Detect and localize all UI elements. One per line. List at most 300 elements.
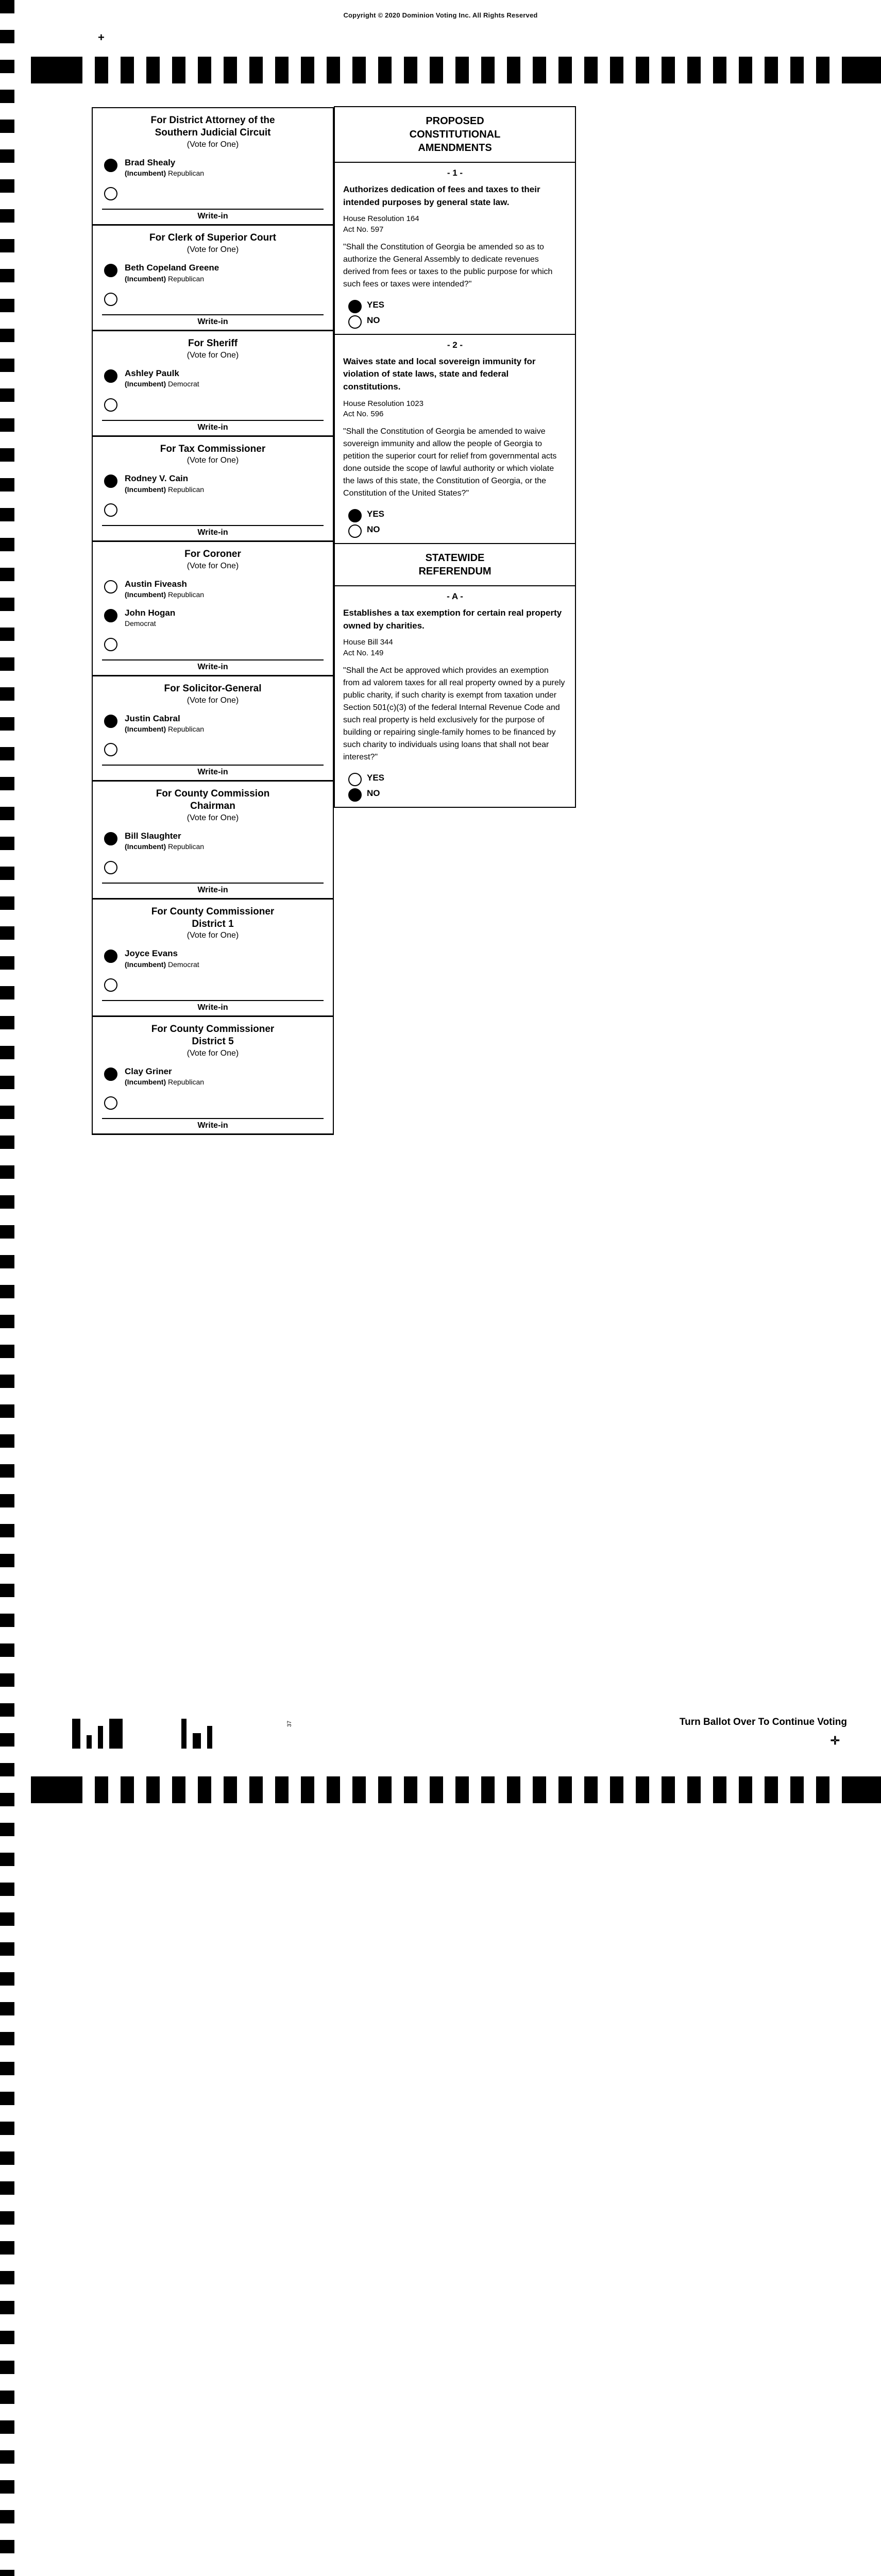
timing-mark xyxy=(0,2510,14,2523)
vote-oval[interactable] xyxy=(104,369,117,383)
timing-mark-gap xyxy=(289,57,301,83)
timing-mark-gap xyxy=(726,57,739,83)
incumbent-label: (Incumbent) xyxy=(125,960,166,969)
question-option[interactable] xyxy=(335,771,575,786)
candidate-party: (Incumbent) Democrat xyxy=(125,960,199,969)
timing-mark-gap xyxy=(263,57,275,83)
timing-mark xyxy=(790,1776,804,1803)
question-number: - 2 - xyxy=(335,334,575,354)
question-text: "Shall the Constitution of Georgia be amended to waive sovereign immunity and allow the people of Georgia to petition the superior court for relief from governmental acts done outside the scope of lawful authority or which violate the laws of this state, the Constitution of Georgia, or the Constitution of the United States?" xyxy=(343,427,557,498)
timing-mark xyxy=(172,57,185,83)
timing-mark-gap xyxy=(469,1776,481,1803)
timing-mark xyxy=(198,1776,211,1803)
write-in-option[interactable] xyxy=(93,394,333,420)
vote-oval[interactable] xyxy=(104,638,117,651)
barcode-bar xyxy=(72,1719,80,1749)
question-choices xyxy=(335,769,575,807)
timing-mark xyxy=(0,986,14,999)
write-in-option[interactable] xyxy=(93,289,333,314)
timing-mark xyxy=(0,1375,14,1388)
timing-mark xyxy=(0,1225,14,1239)
timing-mark-block xyxy=(31,57,82,83)
vote-oval[interactable] xyxy=(104,503,117,517)
timing-mark xyxy=(0,2062,14,2075)
candidate-option[interactable] xyxy=(93,1063,333,1092)
timing-mark xyxy=(0,538,14,551)
timing-mark-gap xyxy=(108,57,121,83)
timing-mark xyxy=(224,57,237,83)
vote-oval[interactable] xyxy=(104,159,117,172)
timing-mark xyxy=(0,448,14,462)
timing-mark xyxy=(172,1776,185,1803)
candidate-option[interactable] xyxy=(93,828,333,857)
question-reference: House Resolution 164 Act No. 597 xyxy=(343,214,419,234)
timing-mark xyxy=(249,1776,263,1803)
timing-mark xyxy=(687,57,701,83)
candidate-party: (Incumbent) Republican xyxy=(125,842,205,851)
timing-mark xyxy=(713,57,726,83)
timing-mark xyxy=(378,57,392,83)
candidate-option[interactable] xyxy=(93,576,333,605)
incumbent-label: (Incumbent) xyxy=(125,590,166,599)
barcode-bar xyxy=(193,1733,201,1749)
vote-oval[interactable] xyxy=(104,1067,117,1081)
timing-mark xyxy=(0,1942,14,1956)
timing-mark-gap xyxy=(185,1776,198,1803)
registration-cross-mark: ✛ xyxy=(830,1734,840,1747)
write-in-option[interactable] xyxy=(93,739,333,765)
write-in-label: Write-in xyxy=(102,525,324,537)
timing-mark xyxy=(301,1776,314,1803)
timing-mark xyxy=(0,1106,14,1119)
contest-title: For Tax Commissioner xyxy=(160,443,266,454)
timing-mark-gap xyxy=(82,1776,95,1803)
timing-mark-block xyxy=(842,1776,881,1803)
question-option[interactable] xyxy=(335,522,575,538)
registration-plus-mark: + xyxy=(98,31,105,44)
vote-oval[interactable] xyxy=(348,788,362,802)
candidate-party: Democrat xyxy=(125,619,156,628)
timing-mark xyxy=(0,2420,14,2434)
timing-mark xyxy=(0,2032,14,2045)
timing-mark-gap xyxy=(134,1776,146,1803)
timing-mark-gap xyxy=(417,57,430,83)
timing-mark-gap xyxy=(701,57,713,83)
timing-mark xyxy=(0,2450,14,2464)
timing-mark-gap xyxy=(649,1776,662,1803)
timing-mark xyxy=(0,628,14,641)
candidate-option[interactable] xyxy=(93,365,333,394)
vote-oval[interactable] xyxy=(104,398,117,412)
timing-mark xyxy=(0,478,14,492)
timing-mark xyxy=(404,1776,417,1803)
timing-mark xyxy=(0,1464,14,1478)
question-option-label: NO xyxy=(367,315,380,325)
write-in-option[interactable] xyxy=(93,857,333,883)
write-in-space[interactable] xyxy=(125,292,328,305)
timing-mark xyxy=(0,2361,14,2374)
barcode-bar xyxy=(98,1726,103,1749)
write-in-option[interactable] xyxy=(93,183,333,209)
timing-mark-gap xyxy=(752,1776,765,1803)
question-option[interactable] xyxy=(335,298,575,313)
barcode-bar xyxy=(87,1735,92,1749)
timing-marks-bottom xyxy=(31,1776,881,1803)
candidate-name: Brad Shealy xyxy=(125,157,176,167)
timing-mark xyxy=(0,1703,14,1717)
candidate-name: Clay Griner xyxy=(125,1066,172,1076)
timing-mark xyxy=(0,598,14,611)
timing-mark xyxy=(0,2151,14,2165)
write-in-label: Write-in xyxy=(102,209,324,221)
timing-mark xyxy=(0,299,14,312)
timing-mark-gap xyxy=(804,57,816,83)
contest-box xyxy=(92,541,334,676)
timing-mark xyxy=(0,1554,14,1567)
write-in-space[interactable] xyxy=(125,860,328,873)
timing-mark xyxy=(0,1136,14,1149)
timing-mark xyxy=(0,179,14,193)
timing-mark xyxy=(0,568,14,581)
incumbent-label: (Incumbent) xyxy=(125,380,166,388)
contest-instruction: (Vote for One) xyxy=(187,245,239,255)
candidate-party: (Incumbent) Republican xyxy=(125,724,205,733)
timing-mark-gap xyxy=(572,1776,584,1803)
timing-mark xyxy=(352,57,366,83)
contest-box xyxy=(92,675,334,782)
timing-mark-gap xyxy=(443,57,455,83)
write-in-space[interactable] xyxy=(125,397,328,411)
timing-mark-gap xyxy=(520,1776,533,1803)
candidate-party: (Incumbent) Republican xyxy=(125,274,205,283)
candidate-option[interactable] xyxy=(93,155,333,183)
ballot-barcode xyxy=(72,1716,218,1749)
timing-mark xyxy=(146,57,160,83)
timing-mark xyxy=(0,1733,14,1747)
question-number: - 1 - xyxy=(335,162,575,182)
timing-mark xyxy=(0,1614,14,1627)
timing-mark-gap xyxy=(752,57,765,83)
vote-oval[interactable] xyxy=(348,773,362,786)
incumbent-label: (Incumbent) xyxy=(125,724,166,733)
candidate-option[interactable] xyxy=(93,605,333,634)
incumbent-label: (Incumbent) xyxy=(125,485,166,494)
timing-mark xyxy=(662,57,675,83)
write-in-label: Write-in xyxy=(102,659,324,672)
timing-mark xyxy=(378,1776,392,1803)
timing-mark xyxy=(790,57,804,83)
write-in-option[interactable] xyxy=(93,499,333,525)
timing-mark xyxy=(0,209,14,223)
candidate-option[interactable] xyxy=(93,710,333,739)
timing-mark xyxy=(0,747,14,760)
vote-oval[interactable] xyxy=(104,264,117,277)
timing-mark-gap xyxy=(108,1776,121,1803)
contest-title: For Sheriff xyxy=(188,338,238,349)
timing-mark-gap xyxy=(263,1776,275,1803)
timing-mark-gap xyxy=(726,1776,739,1803)
timing-mark-gap xyxy=(417,1776,430,1803)
timing-mark xyxy=(0,2181,14,2195)
candidate-option[interactable] xyxy=(93,945,333,974)
incumbent-label: (Incumbent) xyxy=(125,1078,166,1087)
vote-oval[interactable] xyxy=(104,1096,117,1110)
write-in-space[interactable] xyxy=(125,977,328,991)
contest-title: For Clerk of Superior Court xyxy=(149,232,276,244)
timing-mark xyxy=(95,1776,108,1803)
timing-mark xyxy=(0,1404,14,1418)
vote-oval[interactable] xyxy=(104,187,117,200)
candidate-name: Rodney V. Cain xyxy=(125,473,189,484)
timing-mark xyxy=(275,1776,289,1803)
contest-instruction: (Vote for One) xyxy=(187,931,239,940)
timing-mark xyxy=(687,1776,701,1803)
question-summary: Authorizes dedication of fees and taxes to their intended purposes by general state law. xyxy=(343,184,540,207)
timing-mark xyxy=(0,867,14,880)
timing-mark xyxy=(0,1673,14,1687)
timing-mark-gap xyxy=(495,57,507,83)
vote-oval[interactable] xyxy=(104,743,117,756)
timing-marks-left xyxy=(0,0,14,1627)
vote-oval[interactable] xyxy=(348,524,362,538)
timing-mark xyxy=(584,1776,598,1803)
candidate-party: (Incumbent) Democrat xyxy=(125,380,199,388)
write-in-option[interactable] xyxy=(93,1092,333,1118)
timing-mark xyxy=(0,329,14,342)
vote-oval[interactable] xyxy=(104,293,117,306)
timing-mark-gap xyxy=(623,57,636,83)
write-in-label: Write-in xyxy=(102,765,324,777)
question-option-label: NO xyxy=(367,524,380,535)
question-option[interactable] xyxy=(335,786,575,802)
vote-oval[interactable] xyxy=(104,950,117,963)
candidate-name: Joyce Evans xyxy=(125,948,178,959)
contest-instruction: (Vote for One) xyxy=(187,456,239,465)
vote-oval[interactable] xyxy=(348,300,362,313)
vote-oval[interactable] xyxy=(104,978,117,992)
timing-mark xyxy=(404,57,417,83)
contest-title: For County Commissioner District 1 xyxy=(151,906,275,929)
timing-mark-gap xyxy=(237,1776,249,1803)
question-section-heading: STATEWIDE REFERENDUM xyxy=(418,552,492,578)
candidate-name: Austin Fiveash xyxy=(125,579,187,589)
write-in-space[interactable] xyxy=(125,186,328,199)
timing-mark xyxy=(0,1345,14,1358)
timing-mark-gap xyxy=(340,1776,352,1803)
barcode-bar xyxy=(109,1719,123,1749)
vote-oval[interactable] xyxy=(104,609,117,622)
contest-title: For County Commissioner District 5 xyxy=(151,1024,275,1047)
timing-mark xyxy=(0,388,14,402)
timing-mark xyxy=(327,1776,340,1803)
vote-oval[interactable] xyxy=(348,315,362,329)
write-in-space[interactable] xyxy=(125,637,328,650)
timing-mark-gap xyxy=(82,57,95,83)
timing-mark-gap xyxy=(237,57,249,83)
question-number: - A - xyxy=(335,585,575,606)
write-in-space[interactable] xyxy=(125,1095,328,1109)
incumbent-label: (Incumbent) xyxy=(125,168,166,177)
contest-box xyxy=(92,107,334,226)
vote-oval[interactable] xyxy=(104,474,117,488)
contest-instruction: (Vote for One) xyxy=(187,140,239,149)
timing-mark-gap xyxy=(366,1776,378,1803)
incumbent-label: (Incumbent) xyxy=(125,274,166,283)
timing-mark xyxy=(0,657,14,671)
timing-mark xyxy=(0,2211,14,2225)
write-in-label: Write-in xyxy=(102,420,324,432)
timing-mark xyxy=(0,1793,14,1806)
candidate-option[interactable] xyxy=(93,470,333,499)
timing-mark xyxy=(0,2570,14,2576)
candidate-name: John Hogan xyxy=(125,607,176,618)
timing-mark xyxy=(455,57,469,83)
timing-mark xyxy=(481,57,495,83)
question-option-label: YES xyxy=(367,509,385,519)
timing-mark xyxy=(713,1776,726,1803)
timing-mark xyxy=(558,57,572,83)
contest-box xyxy=(92,781,334,899)
vote-oval[interactable] xyxy=(104,861,117,874)
timing-mark xyxy=(0,30,14,43)
timing-mark xyxy=(0,90,14,103)
timing-mark-gap xyxy=(160,57,172,83)
timing-mark xyxy=(0,2002,14,2015)
timing-mark-block xyxy=(842,57,881,83)
contest-box xyxy=(92,1016,334,1134)
timing-mark xyxy=(0,1255,14,1268)
contest-title: For Solicitor-General xyxy=(164,683,262,694)
timing-mark xyxy=(0,1315,14,1328)
question-text: "Shall the Constitution of Georgia be amended so as to authorize the General Assembly to dedicate revenues derived from fees or taxes to the public purpose for which such fees or taxes were intended?" xyxy=(343,242,553,289)
timing-mark-gap xyxy=(598,57,610,83)
question-choices xyxy=(335,296,575,334)
vote-oval[interactable] xyxy=(104,715,117,728)
timing-mark-gap xyxy=(546,1776,558,1803)
timing-mark xyxy=(224,1776,237,1803)
contest-instruction: (Vote for One) xyxy=(187,813,239,822)
timing-mark xyxy=(507,57,520,83)
candidate-party: (Incumbent) Republican xyxy=(125,485,205,494)
question-section-heading: PROPOSED CONSTITUTIONAL AMENDMENTS xyxy=(409,115,501,154)
candidate-option[interactable] xyxy=(93,260,333,289)
timing-mark-gap xyxy=(314,1776,327,1803)
timing-mark-gap xyxy=(469,57,481,83)
timing-mark-gap xyxy=(134,57,146,83)
timing-mark xyxy=(0,1823,14,1836)
write-in-option[interactable] xyxy=(93,634,333,659)
timing-mark-gap xyxy=(778,57,790,83)
timing-mark xyxy=(816,1776,829,1803)
timing-mark xyxy=(739,57,752,83)
candidate-name: Justin Cabral xyxy=(125,713,180,723)
timing-mark xyxy=(0,2241,14,2255)
timing-mark-gap xyxy=(211,57,224,83)
timing-mark xyxy=(352,1776,366,1803)
timing-mark xyxy=(558,1776,572,1803)
timing-mark xyxy=(0,1046,14,1059)
question-option[interactable] xyxy=(335,313,575,329)
timing-mark-gap xyxy=(649,57,662,83)
timing-mark-gap xyxy=(392,1776,404,1803)
timing-mark xyxy=(198,57,211,83)
timing-mark xyxy=(0,120,14,133)
timing-mark-gap xyxy=(675,1776,687,1803)
write-in-space[interactable] xyxy=(125,502,328,516)
contest-column xyxy=(92,107,334,1135)
timing-mark xyxy=(455,1776,469,1803)
candidate-party: (Incumbent) Republican xyxy=(125,1078,205,1087)
timing-mark xyxy=(0,1195,14,1209)
timing-marks-top xyxy=(31,57,881,83)
timing-mark xyxy=(0,1494,14,1507)
candidate-party: (Incumbent) Republican xyxy=(125,168,205,177)
timing-mark xyxy=(0,777,14,790)
timing-mark xyxy=(0,717,14,731)
timing-mark xyxy=(610,57,623,83)
question-choices xyxy=(335,505,575,543)
timing-mark xyxy=(533,57,546,83)
vote-oval[interactable] xyxy=(104,832,117,845)
timing-mark xyxy=(481,1776,495,1803)
contest-instruction: (Vote for One) xyxy=(187,1048,239,1058)
timing-mark xyxy=(0,2480,14,2494)
question-reference: House Bill 344 Act No. 149 xyxy=(343,638,393,657)
timing-mark xyxy=(0,1016,14,1029)
timing-mark xyxy=(0,508,14,521)
timing-mark xyxy=(146,1776,160,1803)
timing-mark xyxy=(0,149,14,163)
candidate-name: Bill Slaughter xyxy=(125,831,181,841)
timing-mark xyxy=(0,1076,14,1089)
question-summary: Waives state and local sovereign immunity for violation of state laws, state and federal constitutions. xyxy=(343,356,536,392)
timing-mark xyxy=(0,956,14,970)
timing-mark xyxy=(0,359,14,372)
write-in-label: Write-in xyxy=(102,1118,324,1130)
timing-mark xyxy=(0,926,14,940)
timing-mark xyxy=(0,2122,14,2135)
timing-mark xyxy=(249,57,263,83)
timing-mark-block xyxy=(31,1776,82,1803)
vote-oval[interactable] xyxy=(348,509,362,522)
timing-mark xyxy=(0,418,14,432)
timing-mark xyxy=(0,2271,14,2284)
timing-mark-gap xyxy=(829,57,842,83)
vote-oval[interactable] xyxy=(104,580,117,594)
write-in-option[interactable] xyxy=(93,974,333,1000)
write-in-label: Write-in xyxy=(102,314,324,327)
question-option-label: YES xyxy=(367,299,385,310)
timing-mark xyxy=(0,687,14,701)
timing-mark-gap xyxy=(598,1776,610,1803)
contest-instruction: (Vote for One) xyxy=(187,350,239,360)
question-option[interactable] xyxy=(335,507,575,522)
timing-mark xyxy=(301,57,314,83)
write-in-space[interactable] xyxy=(125,742,328,755)
copyright-notice: Copyright © 2020 Dominion Voting Inc. All Rights Reserved xyxy=(343,11,538,19)
timing-mark xyxy=(430,57,443,83)
timing-mark-gap xyxy=(829,1776,842,1803)
timing-mark-gap xyxy=(443,1776,455,1803)
barcode-bar xyxy=(181,1719,187,1749)
timing-mark xyxy=(0,807,14,820)
candidate-party: (Incumbent) Republican xyxy=(125,590,205,599)
contest-title: For Coroner xyxy=(184,549,241,560)
timing-mark xyxy=(816,57,829,83)
contest-box xyxy=(92,899,334,1017)
timing-mark xyxy=(0,239,14,252)
timing-mark xyxy=(0,1912,14,1926)
